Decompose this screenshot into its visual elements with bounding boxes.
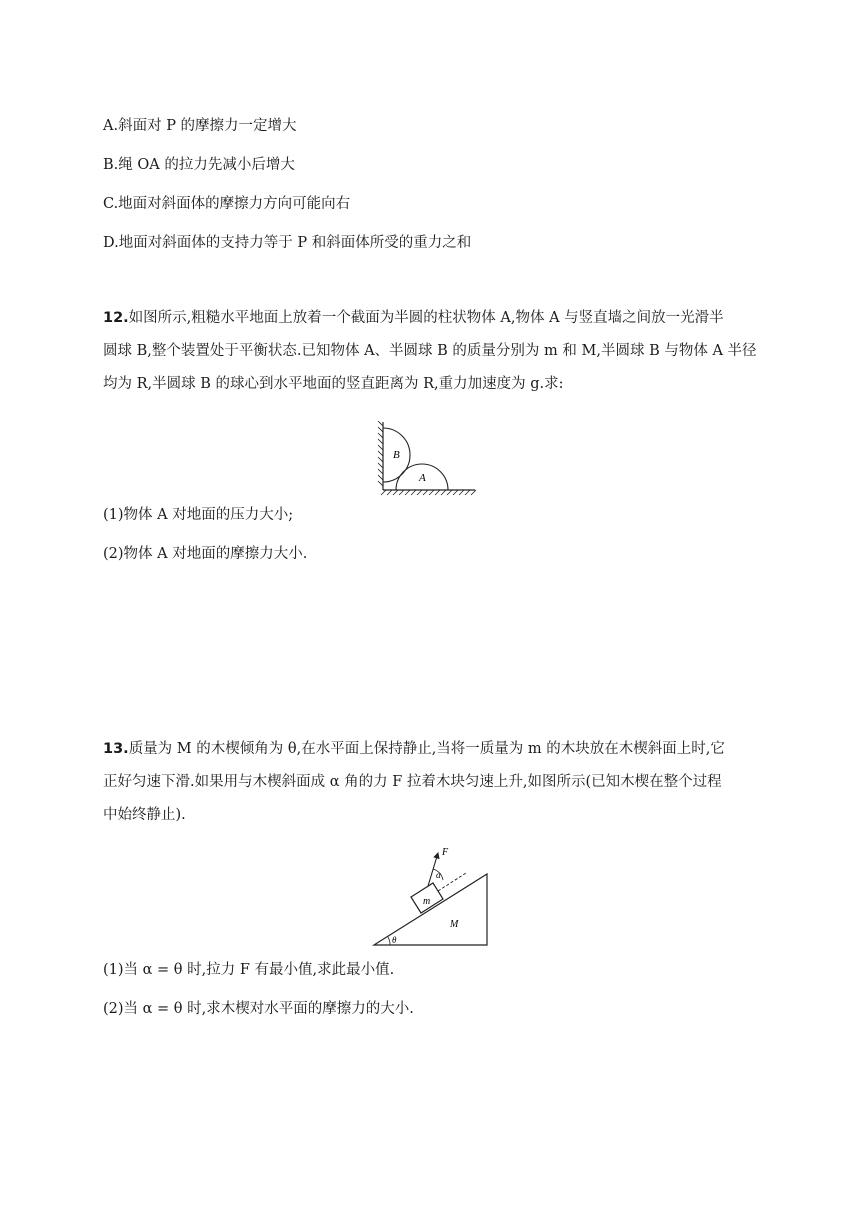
problem-13-sub-2: (2)当 α = θ 时,求木楔对水平面的摩擦力的大小. <box>103 1001 414 1017</box>
problem-12-line-1-text: 如图所示,粗糙水平地面上放着一个截面为半圆的柱状物体 A,物体 A 与竖直墙之间放一光滑半 <box>128 310 724 326</box>
problem-13-text <box>103 733 763 832</box>
figure-13-wedge <box>370 843 492 949</box>
problem-13-line-2: 正好匀速下滑.如果用与木楔斜面成 α 角的力 F 拉着木块匀速上升,如图所示(已知木楔在整个过程 <box>103 774 722 790</box>
problem-12-line-3: 均为 R,半圆球 B 的球心到水平地面的竖直距离为 R,重力加速度为 g.求: <box>103 376 564 392</box>
label-b: B <box>393 449 400 461</box>
figure-12-half-spheres <box>372 414 482 496</box>
problem-12-text <box>103 302 763 401</box>
label-f: F <box>442 847 449 858</box>
label-big-m: M <box>450 919 459 930</box>
problem-12-number: 12. <box>103 310 129 326</box>
problem-13-line-3: 中始终静止). <box>103 807 186 823</box>
problem-13-number: 13. <box>103 741 129 757</box>
problem-12-sub-1: (1)物体 A 对地面的压力大小; <box>103 507 294 523</box>
option-a: A.斜面对 P 的摩擦力一定增大 <box>103 118 297 134</box>
option-c: C.地面对斜面体的摩擦力方向可能向右 <box>103 196 351 212</box>
label-a: A <box>419 472 426 484</box>
problem-12-sub-2: (2)物体 A 对地面的摩擦力大小. <box>103 546 308 562</box>
label-theta: θ <box>392 935 397 945</box>
label-alpha: α <box>436 870 441 880</box>
option-b: B.绳 OA 的拉力先减小后增大 <box>103 157 295 173</box>
option-d: D.地面对斜面体的支持力等于 P 和斜面体所受的重力之和 <box>103 235 472 251</box>
problem-12-line-1 <box>103 302 763 335</box>
problem-13-line-1-text: 质量为 M 的木楔倾角为 θ,在水平面上保持静止,当将一质量为 m 的木块放在木楔斜面上时,它 <box>128 741 725 757</box>
problem-13-line-1 <box>103 733 763 766</box>
problem-13-sub-1: (1)当 α = θ 时,拉力 F 有最小值,求此最小值. <box>103 962 395 978</box>
problem-12-line-2: 圆球 B,整个装置处于平衡状态.已知物体 A、半圆球 B 的质量分别为 m 和 M,半圆球 B 与物体 A 半径 <box>103 343 757 359</box>
label-m: m <box>423 896 431 907</box>
